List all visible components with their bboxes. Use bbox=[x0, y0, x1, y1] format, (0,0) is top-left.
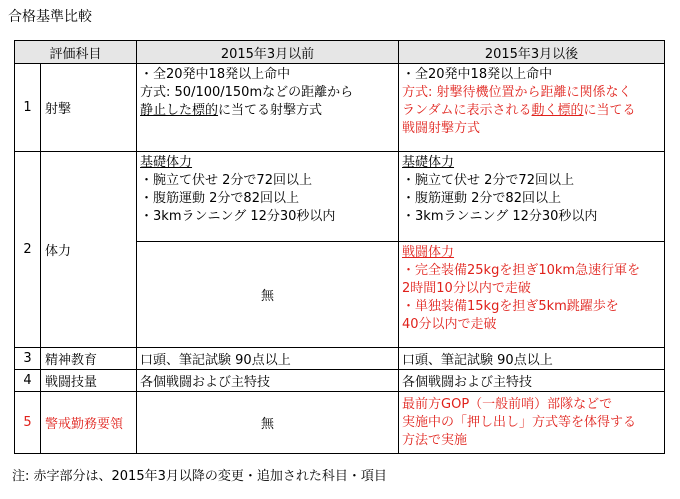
fitness-before-combat-cell: 無 bbox=[137, 242, 399, 348]
situp-item: ・腹筋運動 2分で82回以上 bbox=[402, 191, 561, 206]
table-row-shooting bbox=[15, 64, 665, 152]
combat-fitness-heading-text: 戦闘体力 bbox=[402, 245, 455, 260]
page-title: 合格基準比較 bbox=[8, 9, 92, 25]
jump-item-line2: 40分以内で走破 bbox=[402, 317, 497, 332]
pushup-item: ・腕立て伏せ 2分で72回以上 bbox=[402, 173, 574, 188]
guard-before-cell: 無 bbox=[137, 392, 399, 454]
row-number: 5 bbox=[15, 392, 41, 454]
comparison-table bbox=[14, 40, 665, 454]
header-before: 2015年3月以前 bbox=[137, 41, 399, 64]
shooting-after-cell bbox=[399, 64, 665, 152]
table-row-fitness-basic bbox=[15, 152, 665, 242]
subject-name: 射撃 bbox=[41, 64, 137, 152]
guard-after-cell bbox=[399, 392, 665, 454]
shooting-before-line3-rest: に当てる射撃方式 bbox=[218, 103, 323, 118]
row-number: 4 bbox=[15, 370, 41, 392]
shooting-after-line3a: ランダムに表示される bbox=[402, 103, 532, 118]
basic-fitness-heading-text: 基礎体力 bbox=[140, 155, 193, 170]
table-row-guard bbox=[15, 392, 665, 454]
row-number: 1 bbox=[15, 64, 41, 152]
combat-fitness-heading bbox=[402, 244, 661, 262]
subject-name: 体力 bbox=[41, 152, 137, 348]
row-number: 2 bbox=[15, 152, 41, 348]
row-number: 3 bbox=[15, 348, 41, 370]
guard-after-line2: 実施中の「押し出し」方式等を体得する bbox=[402, 414, 637, 430]
shooting-after-line3b: に当てる bbox=[583, 103, 636, 118]
running-item: ・3kmランニング 12分30秒以内 bbox=[140, 209, 336, 224]
table-row-education bbox=[15, 348, 665, 370]
guard-after-line3: 方法で実施 bbox=[402, 432, 468, 448]
table-row-combat-skill bbox=[15, 370, 665, 392]
shooting-after-line3 bbox=[402, 102, 661, 120]
subject-name: 警戒勤務要領 bbox=[41, 392, 137, 454]
shooting-before-cell bbox=[137, 64, 399, 152]
moving-target-text: 動く標的 bbox=[531, 103, 584, 118]
subject-name: 戦闘技量 bbox=[41, 370, 137, 392]
jump-item-line1: ・単独装備15kgを担ぎ5km跳躍歩を bbox=[402, 299, 619, 314]
combat-skill-after-cell: 各個戦闘および主特技 bbox=[399, 370, 665, 392]
shooting-before-line2: 方式: 50/100/150mなどの距離から bbox=[140, 85, 354, 100]
march-item-line1: ・完全装備25kgを担ぎ10km急速行軍を bbox=[402, 263, 641, 278]
march-item-line2: 2時間10分以内で走破 bbox=[402, 281, 531, 296]
shooting-before-line1: ・全20発中18発以上命中 bbox=[140, 67, 291, 82]
footnote: 注: 赤字部分は、2015年3月以降の変更・追加された科目・項目 bbox=[12, 469, 387, 484]
basic-fitness-heading bbox=[402, 154, 661, 172]
pushup-item: ・腕立て伏せ 2分で72回以上 bbox=[140, 173, 312, 188]
shooting-after-line4: 戦闘射撃方式 bbox=[402, 121, 481, 136]
situp-item: ・腹筋運動 2分で82回以上 bbox=[140, 191, 299, 206]
shooting-before-line3 bbox=[140, 102, 395, 120]
basic-fitness-heading-text: 基礎体力 bbox=[402, 155, 455, 170]
fitness-before-basic-cell bbox=[137, 152, 399, 242]
combat-skill-before-cell: 各個戦闘および主特技 bbox=[137, 370, 399, 392]
basic-fitness-heading bbox=[140, 154, 395, 172]
shooting-after-line1: ・全20発中18発以上命中 bbox=[402, 67, 553, 82]
fitness-after-combat-cell bbox=[399, 242, 665, 348]
header-subject: 評価科目 bbox=[15, 41, 137, 64]
static-target-text: 静止した標的 bbox=[140, 103, 219, 118]
running-item: ・3kmランニング 12分30秒以内 bbox=[402, 209, 598, 224]
education-before-cell: 口頭、筆記試験 90点以上 bbox=[137, 348, 399, 370]
header-after: 2015年3月以後 bbox=[399, 41, 665, 64]
shooting-after-line2: 方式: 射撃待機位置から距離に関係なく bbox=[402, 85, 632, 100]
header-row bbox=[15, 41, 665, 64]
subject-name: 精神教育 bbox=[41, 348, 137, 370]
education-after-cell: 口頭、筆記試験 90点以上 bbox=[399, 348, 665, 370]
guard-after-line1: 最前方GOP（一般前哨）部隊などで bbox=[402, 396, 613, 412]
fitness-after-basic-cell bbox=[399, 152, 665, 242]
